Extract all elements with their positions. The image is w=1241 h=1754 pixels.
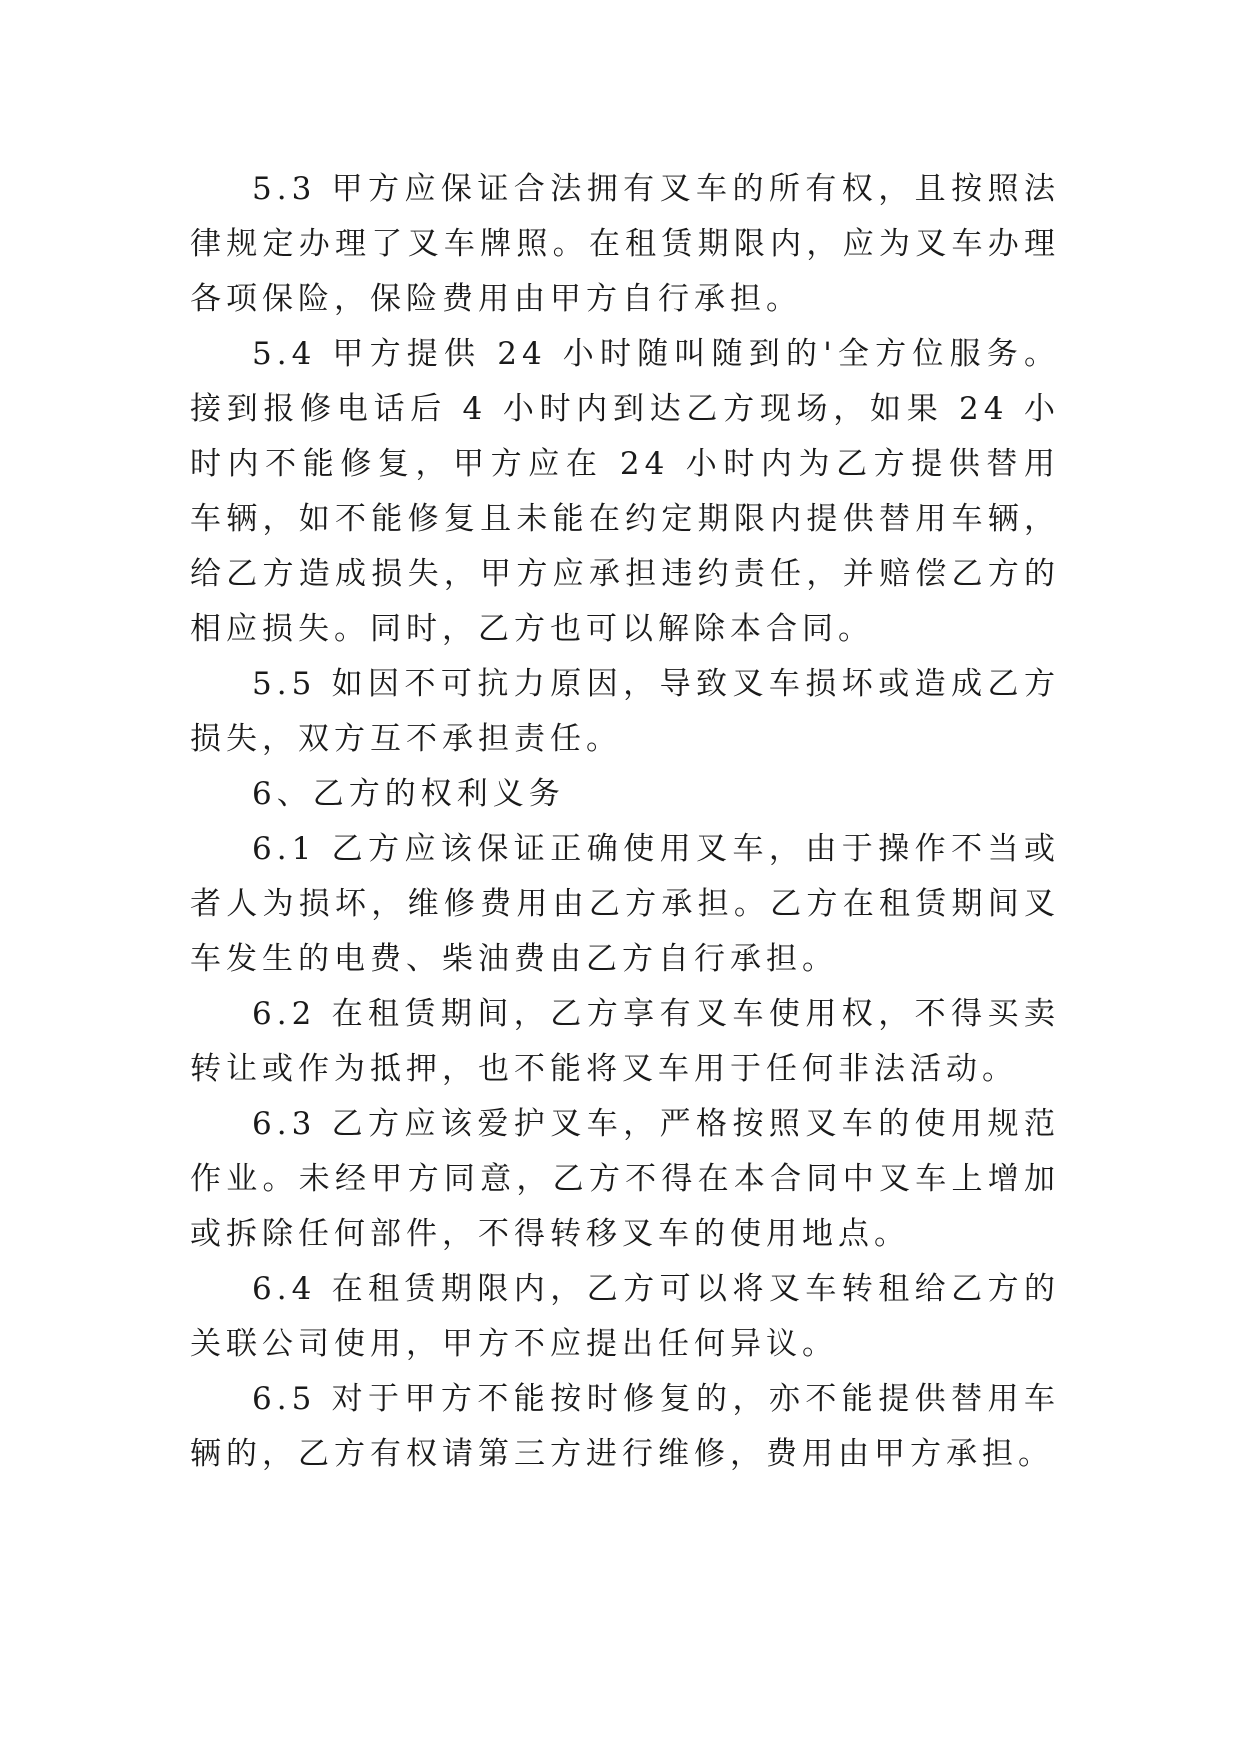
clause-6-3: 6.3 乙方应该爱护叉车，严格按照叉车的使用规范作业。未经甲方同意，乙方不得在本合同中叉车上增加或拆除任何部件，不得转移叉车的使用地点。: [190, 1106, 1060, 1252]
clause-5-4: 5.4 甲方提供 24 小时随叫随到的'全方位服务。接到报修电话后 4 小时内到达乙方现场，如果 24 小时内不能修复，甲方应在 24 小时内为乙方提供替用车辆，如不能修复且未能在约定期限内提供替用车辆，给乙方造成损失，甲方应承担违约责任，并赔偿乙方的相应损失。同时，乙方也可以解除本合同。: [190, 336, 1060, 647]
clause-5-5: 5.5 如因不可抗力原因，导致叉车损坏或造成乙方损失，双方互不承担责任。: [190, 666, 1060, 757]
clause-6-1: 6.1 乙方应该保证正确使用叉车，由于操作不当或者人为损坏，维修费用由乙方承担。乙方在租赁期间叉车发生的电费、柴油费由乙方自行承担。: [190, 831, 1060, 977]
clause-6-5: 6.5 对于甲方不能按时修复的，亦不能提供替用车辆的，乙方有权请第三方进行维修，费用由甲方承担。: [190, 1381, 1060, 1472]
document-page: [190, 162, 1060, 1482]
clause-6-2: 6.2 在租赁期间，乙方享有叉车使用权，不得买卖转让或作为抵押，也不能将叉车用于任何非法活动。: [190, 996, 1060, 1087]
section-heading-6: 6、乙方的权利义务: [252, 776, 565, 812]
clause-5-3: 5.3 甲方应保证合法拥有叉车的所有权，且按照法律规定办理了叉车牌照。在租赁期限内，应为叉车办理各项保险，保险费用由甲方自行承担。: [190, 171, 1060, 317]
clause-6-4: 6.4 在租赁期限内，乙方可以将叉车转租给乙方的关联公司使用，甲方不应提出任何异议。: [190, 1271, 1060, 1362]
